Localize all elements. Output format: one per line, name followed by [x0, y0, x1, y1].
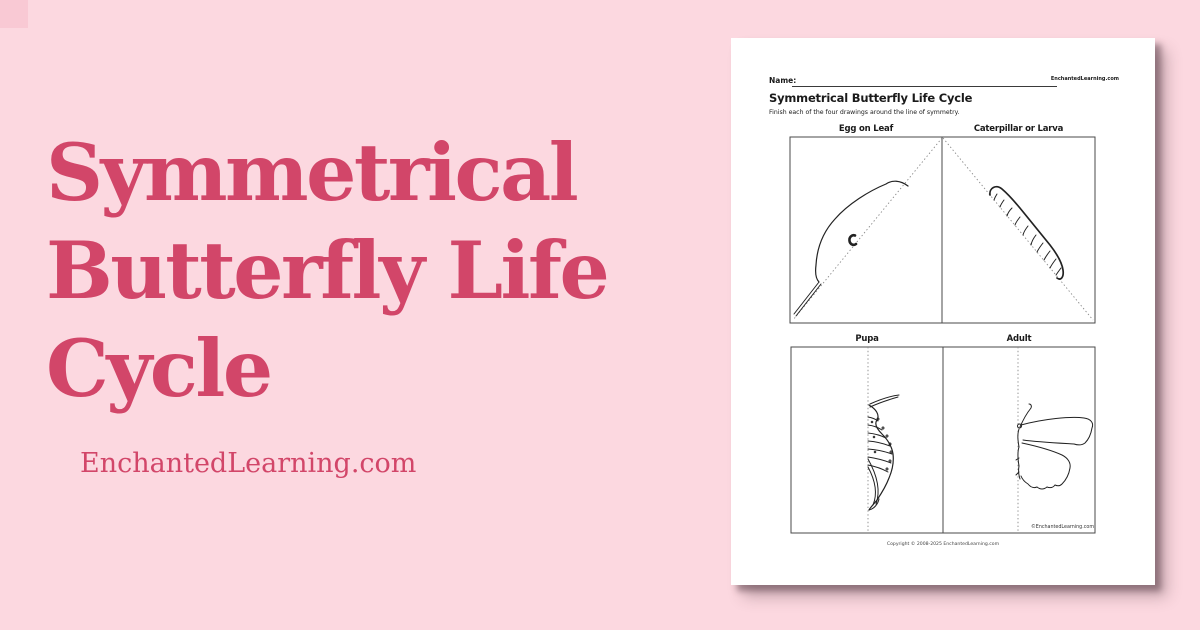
adult-butterfly-drawing — [1016, 404, 1093, 489]
corner-accent — [0, 0, 28, 28]
hero-title-line-2: Butterfly Life — [46, 224, 608, 317]
worksheet-page — [731, 38, 1155, 585]
hero-title-line-1: Symmetrical — [46, 126, 577, 219]
panel-label-caterpillar: Caterpillar or Larva — [973, 124, 1064, 134]
pupa-drawing — [868, 395, 899, 510]
name-writing-line — [792, 74, 1057, 87]
caterpillar-drawing — [990, 187, 1063, 279]
panel-watermark: ©EnchantedLearning.com — [1031, 525, 1094, 530]
egg-on-leaf-drawing — [794, 181, 908, 316]
name-label: Name: — [769, 76, 797, 85]
hero-title — [46, 124, 696, 418]
worksheet-site-link: EnchantedLearning.com — [1050, 76, 1119, 82]
panel-label-egg-on-leaf: Egg on Leaf — [838, 124, 894, 134]
hero-title-line-3: Cycle — [46, 322, 271, 415]
worksheet-copyright: Copyright © 2008-2025 EnchantedLearning.com — [886, 542, 1000, 547]
hero-brand: EnchantedLearning.com — [80, 448, 417, 479]
worksheet-title: Symmetrical Butterfly Life Cycle — [769, 91, 973, 105]
panel-label-adult: Adult — [1006, 334, 1032, 344]
worksheet-instructions: Finish each of the four drawings around the line of symmetry. — [769, 109, 960, 116]
worksheet-line-art — [731, 38, 1155, 585]
panel-label-pupa: Pupa — [855, 334, 879, 344]
